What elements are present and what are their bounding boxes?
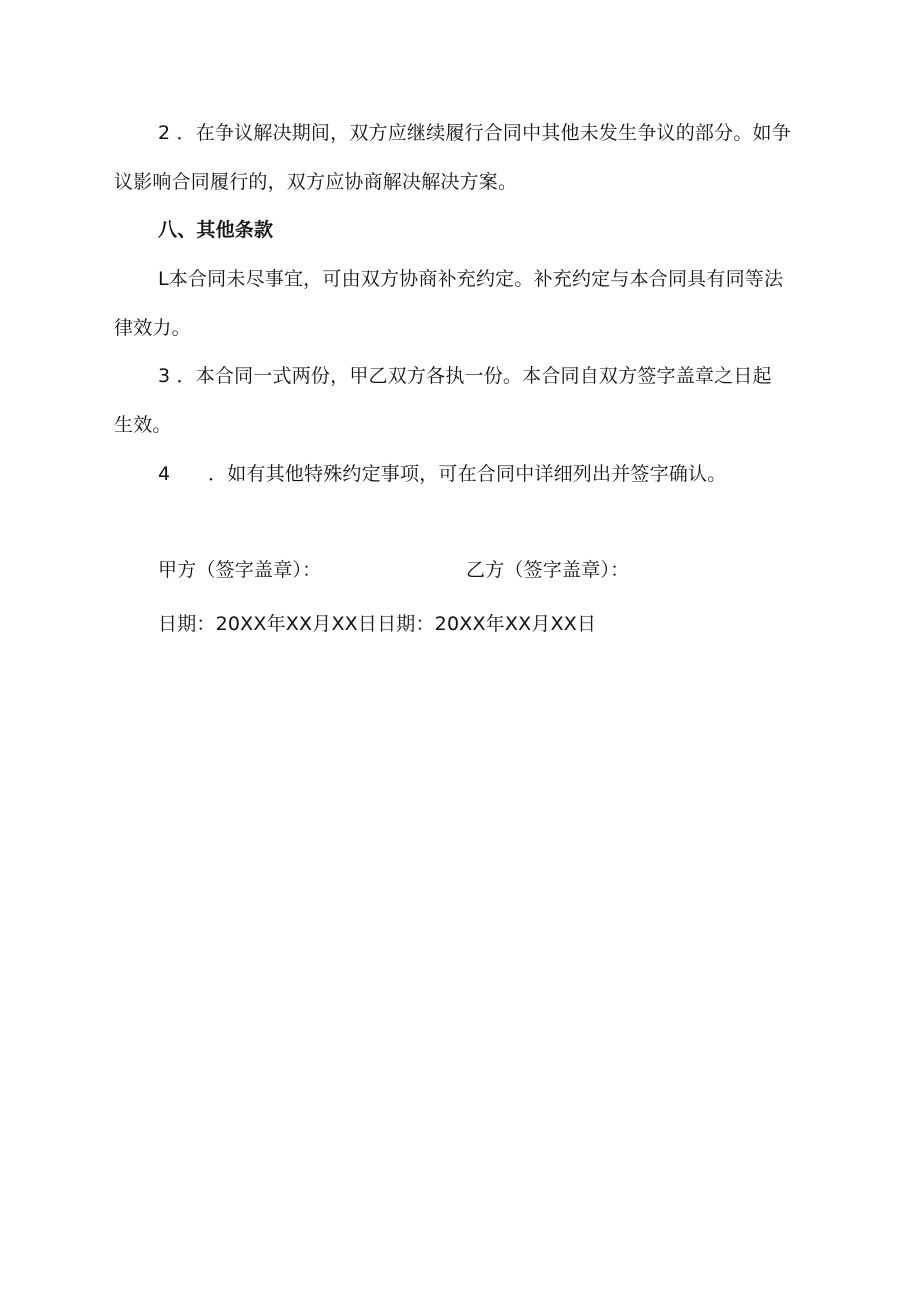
clause-3-line-1: 3 ．本合同一式两份，甲乙双方各执一份。本合同自双方签字盖章之日起 [158,365,772,387]
clause-l-line-1: L本合同未尽事宜，可由双方协商补充约定。补充约定与本合同具有同等法 [158,268,784,290]
clause-2-line-1: 2 ．在争议解决期间，双方应继续履行合同中其他未发生争议的部分。如争 [158,122,791,144]
party-a-signature-label: 甲方（签字盖章）： [158,559,322,581]
clause-4-text: ．如有其他特殊约定事项，可在合同中详细列出并签字确认。 [208,463,727,485]
clause-3-line-2: 生效。 [114,414,172,436]
clause-2-line-2: 议影响合同履行的，双方应协商解决解决方案。 [114,171,518,193]
signature-dates: 日期：20XX年XX月XX日日期：20XX年XX月XX日 [158,613,597,635]
clause-4-number: 4 [158,463,171,485]
section-8-heading: 八、其他条款 [158,219,274,241]
party-b-signature-label: 乙方（签字盖章）： [466,559,630,581]
clause-l-line-2: 律效力。 [114,317,191,339]
